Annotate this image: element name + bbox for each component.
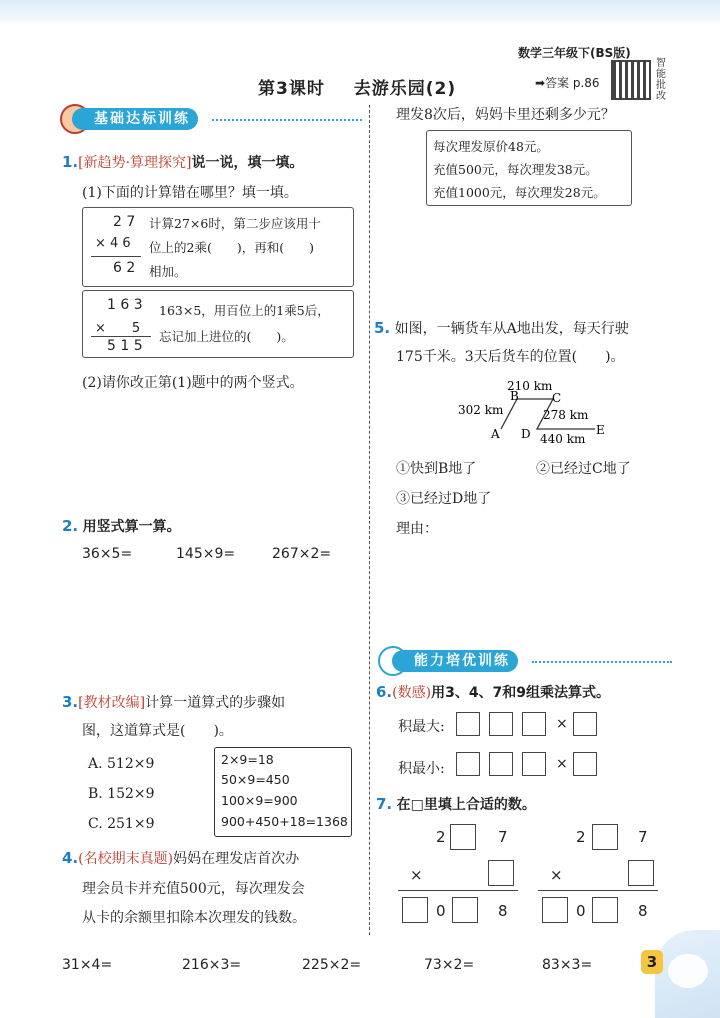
q5-option-1[interactable]: ①快到B地了: [396, 461, 477, 477]
q3-option-c[interactable]: C. 251×9: [88, 816, 155, 832]
footer-expr-5: 83×3=: [542, 957, 593, 973]
label-cd: 278 km: [543, 408, 589, 422]
footer-expr-4: 73×2=: [424, 957, 475, 973]
q6-max-box-3[interactable]: [522, 712, 546, 736]
q4-info-box: 每次理发原价48元。 充值500元，每次理发38元。 充值1000元，每次理发28元。: [426, 130, 632, 206]
q7-right-box-4[interactable]: [592, 897, 618, 923]
point-c: C: [552, 391, 562, 405]
q1-tag: [新趋势·算理探究]: [78, 155, 192, 171]
q1-title: 说一说，填一填。: [191, 155, 304, 171]
section-dots: [532, 661, 672, 663]
book-subject: 数学三年级下(BS版): [518, 46, 631, 60]
point-e: E: [596, 423, 605, 437]
section-dots: [212, 119, 362, 121]
q1-part2: (2)请你改正第(1)题中的两个竖式。: [82, 375, 304, 391]
qr-code-icon[interactable]: [611, 60, 651, 100]
lesson-title: 去游乐园(2): [353, 79, 457, 99]
footer-expr-2: 216×3=: [182, 957, 242, 973]
q5: 5. 如图，一辆货车从A地出发，每天行驶: [374, 319, 629, 337]
q1: 1.[新趋势·算理探究]说一说，填一填。: [62, 153, 304, 171]
q3: 3.[教材改编]计算一道算式的步骤如: [62, 693, 286, 711]
q6-min-box-3[interactable]: [522, 752, 546, 776]
lesson-number: 第3课时: [258, 79, 325, 99]
qr-label: 智能批改: [656, 58, 666, 102]
q5-route-diagram: [455, 372, 615, 452]
q6-max-times: ×: [556, 716, 568, 732]
q7-left-box-2[interactable]: [488, 860, 514, 886]
point-a: A: [491, 427, 500, 441]
q1-calc1-box: 2 7 × 4 6 6 2 计算27×6时，第二步应该用十 位上的2乘( )，再和( ) 相加。: [82, 207, 354, 287]
q6-min-box-1[interactable]: [456, 752, 480, 776]
q7-right-box-2[interactable]: [628, 860, 654, 886]
q6-max-box-4[interactable]: [573, 712, 597, 736]
q5-option-3[interactable]: ③已经过D地了: [396, 491, 492, 507]
q6-max-box-2[interactable]: [489, 712, 513, 736]
q7-right-box-3[interactable]: [542, 897, 568, 923]
q3-option-a[interactable]: A. 512×9: [88, 756, 155, 772]
q4-line4: 理发8次后，妈妈卡里还剩多少元？: [396, 107, 615, 123]
q6: 6.(数感)用3、4、7和9组乘法算式。: [376, 683, 611, 701]
q3-line2: 图，这道算式是( )。: [82, 723, 233, 739]
q2-expr-1: 36×5=: [82, 546, 133, 562]
q1-part1: (1)下面的计算错在哪里？填一填。: [82, 185, 298, 201]
q6-min-times: ×: [556, 756, 568, 772]
q5-reason: 理由：: [396, 521, 438, 537]
top-decoration-band: [0, 0, 720, 26]
footer-expr-3: 225×2=: [302, 957, 362, 973]
q5-option-2[interactable]: ②已经过C地了: [536, 461, 631, 477]
q6-max-label: 积最大:: [398, 719, 445, 735]
q4-line3: 从卡的余额里扣除本次理发的钱数。: [82, 910, 306, 926]
q7-left-box-1[interactable]: [450, 824, 476, 850]
q3-option-b[interactable]: B. 152×9: [88, 786, 155, 802]
q6-min-box-2[interactable]: [489, 752, 513, 776]
q2-expr-3: 267×2=: [272, 546, 332, 562]
section-advanced-badge: 能力培优训练: [392, 650, 518, 672]
section-basic-badge: 基础达标训练: [72, 108, 198, 130]
q4: 4.(名校期末真题)妈妈在理发店首次办: [62, 849, 300, 867]
q3-steps-box: 2×9=18 50×9=450 100×9=900 900+450+18=1368: [214, 747, 352, 837]
q7: 7. 在□里填上合适的数。: [376, 795, 536, 813]
q2: 2. 用竖式算一算。: [62, 517, 181, 535]
page-title: [258, 74, 456, 99]
q6-max-box-1[interactable]: [456, 712, 480, 736]
q6-min-box-4[interactable]: [573, 752, 597, 776]
answer-reference: ➡答案 p.86: [535, 76, 600, 90]
label-de: 440 km: [540, 432, 586, 446]
footer-expr-1: 31×4=: [62, 957, 113, 973]
seal-mascot-icon: [668, 954, 708, 988]
label-ab: 302 km: [458, 403, 504, 417]
point-b: B: [510, 389, 519, 403]
q7-left-box-3[interactable]: [402, 897, 428, 923]
label-bc: 210 km: [507, 379, 553, 393]
q6-min-label: 积最小:: [398, 761, 445, 777]
q7-left-box-4[interactable]: [452, 897, 478, 923]
page-number: 3: [641, 950, 663, 974]
q2-expr-2: 145×9=: [176, 546, 236, 562]
q4-line2: 理会员卡并充值500元，每次理发会: [82, 881, 305, 897]
q7-right-box-1[interactable]: [592, 824, 618, 850]
point-d: D: [521, 427, 531, 441]
column-divider: [369, 105, 370, 935]
q1-calc2-box: 1 6 3 × 5 5 1 5 163×5，用百位上的1乘5后， 忘记加上进位的( )。: [82, 290, 354, 358]
q5-line2: 175千米。3天后货车的位置( )。: [396, 349, 625, 365]
